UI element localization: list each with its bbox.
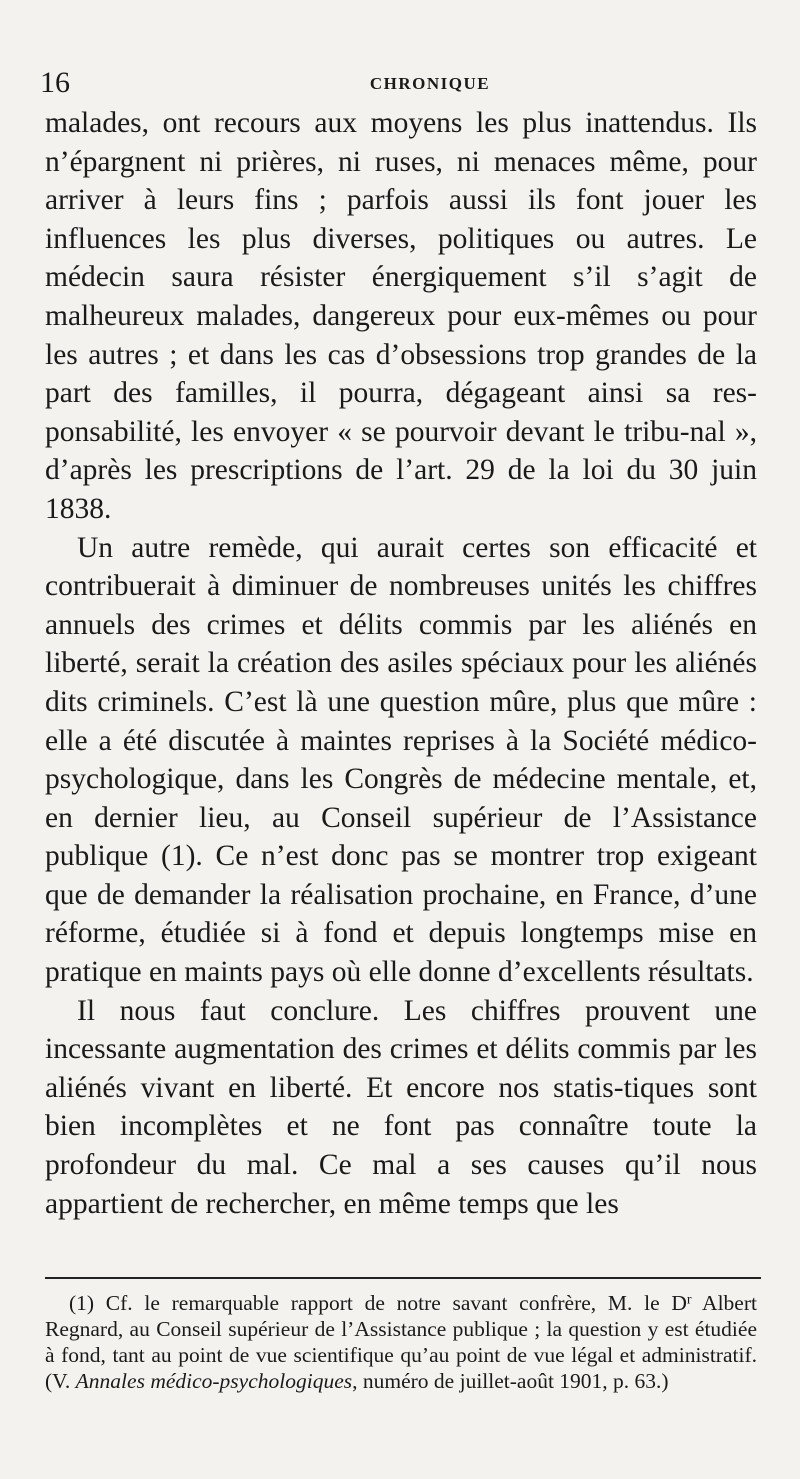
footnote-text: Albert Regnard, au Conseil supérieur de l’Assistance publique ; la question y est étudiée à fond, tant au point de vue scientifique qu’au point de vue légal et administratif. (V. xyxy=(45,1291,757,1393)
page-number: 16 xyxy=(40,66,70,99)
running-head: CHRONIQUE xyxy=(369,74,491,93)
footnote-journal-title: Annales médico-psychologiques xyxy=(75,1369,353,1393)
paragraph-continued: malades, ont recours aux moyens les plus inattendus. Ils n’épargnent ni prières, ni ruses, ni menaces même, pour arriver à leurs fins ; parfois aussi ils font jouer les influences les plus diverses, politiques ou autres. Le médecin saura résister énergiquement s’il s’agit de malheureux malades, dangereux pour eux-mêmes ou pour les autres ; et dans les cas d’obsessions trop grandes de la part des familles, il pourra, dégageant ainsi sa res-ponsabilité, les envoyer « se pourvoir devant le tribu-nal », d’après les prescriptions de l’art. 29 de la loi du 30 juin 1838. xyxy=(45,107,757,525)
footnote-text: (1) Cf. le remarquable rapport de notre savant confrère, M. le D xyxy=(69,1291,687,1315)
paragraph: Il nous faut conclure. Les chiffres prouvent une incessante augmentation des crimes et délits commis par les aliénés vivant en liberté. Et encore nos statis-tiques sont bien incomplètes et ne font pas connaître toute la profondeur du mal. Ce mal a ses causes qu’il nous appartient de rechercher, en même temps que les xyxy=(45,994,757,1220)
footnote xyxy=(45,1290,757,1394)
page-header xyxy=(40,60,760,100)
body-text xyxy=(45,104,757,1223)
footnote-superscript: r xyxy=(686,1292,692,1308)
paragraph: Un autre remède, qui aurait certes son efficacité et contribuerait à diminuer de nombreuses unités les chiffres annuels des crimes et délits commis par les aliénés en liberté, serait la création des asiles spéciaux pour les aliénés dits criminels. C’est là une question mûre, plus que mûre : elle a été discutée à maintes reprises à la Société médico-psychologique, dans les Congrès de médecine mentale, et, en dernier lieu, au Conseil supérieur de l’Assistance publique (1). Ce n’est donc pas se montrer trop exigeant que de demander la réalisation prochaine, en France, d’une réforme, étudiée si à fond et depuis longtemps mise en pratique en maints pays où elle donne d’excellents résultats. xyxy=(45,531,757,989)
footnote-text: , numéro de juillet-août 1901, p. 63.) xyxy=(352,1369,669,1393)
footnote-divider xyxy=(45,1277,761,1279)
